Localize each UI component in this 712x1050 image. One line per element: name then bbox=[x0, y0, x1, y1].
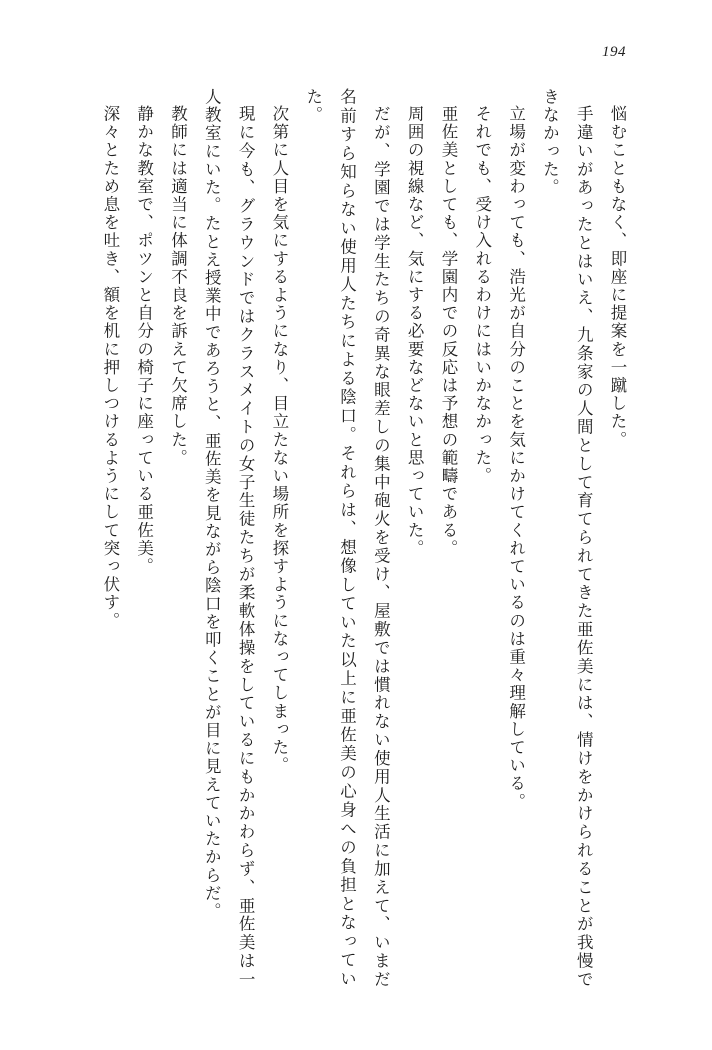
paragraph: だが、学園では学生たちの奇異な眼差しの集中砲火を受け、屋敷では慣れない使用人生活に加えて、いまだ名前すら知らない使用人たちによる陰口。それらは、想像していた以上に亜佐美の心身への負担となっていた。 bbox=[303, 88, 391, 988]
page-body-text bbox=[78, 88, 634, 988]
paragraph: 静かな教室で、ポツンと自分の椅子に座っている亜佐美。 bbox=[134, 104, 154, 576]
paragraph: それでも、受け入れるわけにはいかなかった。 bbox=[472, 104, 492, 485]
paragraph: 深々とため息を吐き、額を机に押しつけるようにして突っ伏す。 bbox=[100, 104, 120, 630]
paragraph: 立場が変わっても、浩光が自分のことを気にかけてくれているのは重々理解している。 bbox=[506, 104, 526, 811]
paragraph: 次第に人目を気にするようになり、目立たない場所を探すようになってしまった。 bbox=[269, 104, 289, 775]
paragraph: 手違いがあったとはいえ、九条家の人間として育てられてきた亜佐美には、情けをかけられることが我慢できなかった。 bbox=[540, 88, 594, 988]
paragraph: 亜佐美としても、学園内での反応は予想の範疇である。 bbox=[438, 104, 458, 557]
page-number: 194 bbox=[602, 44, 626, 60]
paragraph: 教師には適当に体調不良を訴えて欠席した。 bbox=[168, 104, 188, 467]
paragraph: 周囲の視線など、気にする必要などないと思っていた。 bbox=[405, 104, 425, 557]
paragraph: 悩むこともなく、即座に提案を一蹴した。 bbox=[608, 104, 627, 449]
paragraph: 現に今も、グラウンドではクラスメイトの女子生徒たちが柔軟体操をしているにもかかわらず、亜佐美は一人教室にいた。たとえ授業中であろうと、亜佐美を見ながら陰口を叩くことが目に見えていたからだ。 bbox=[202, 88, 256, 988]
